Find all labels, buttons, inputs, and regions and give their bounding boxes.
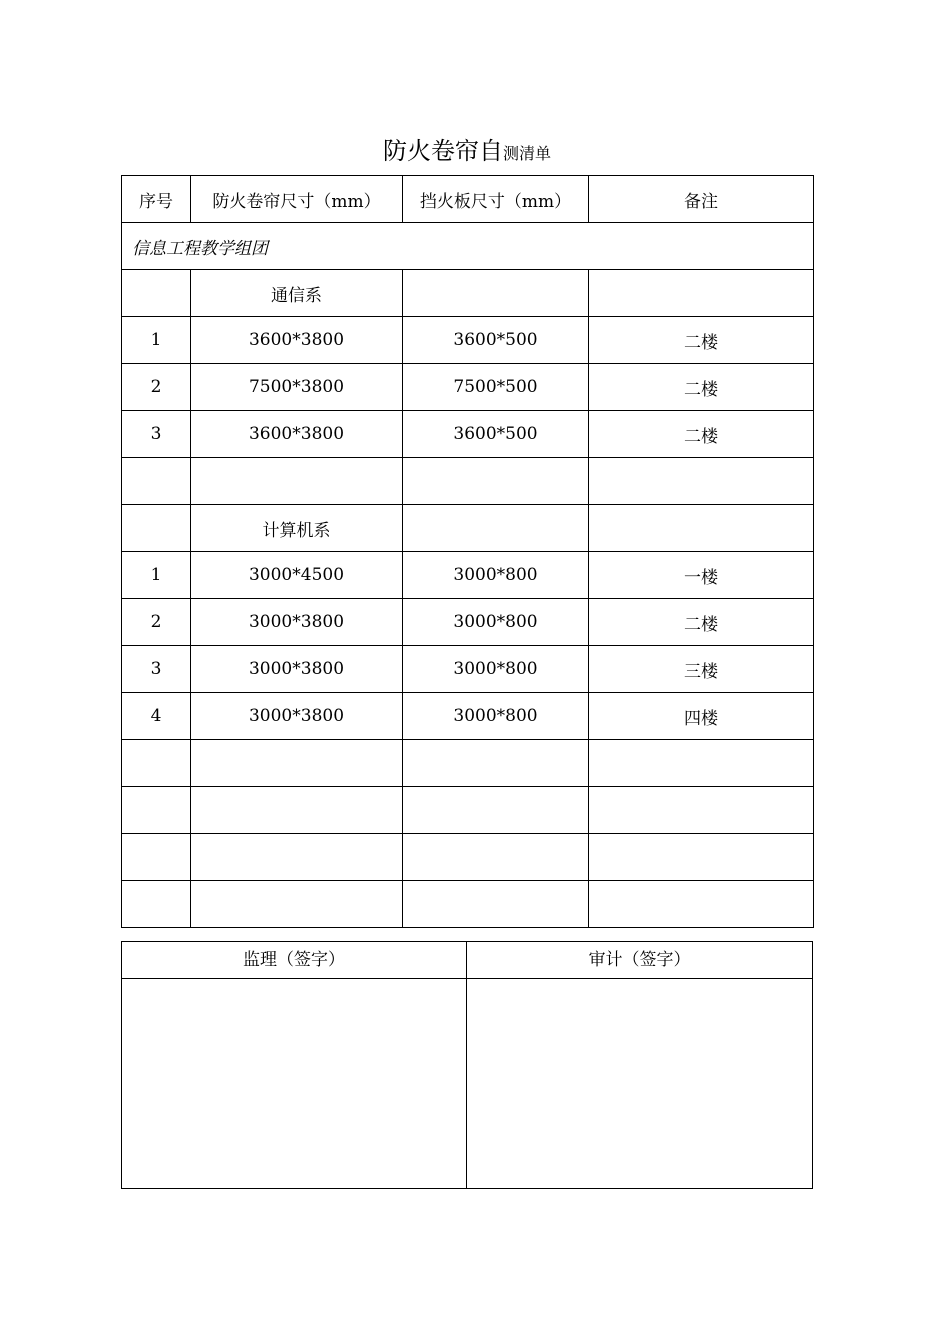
supervisor-signature-area[interactable] — [122, 979, 466, 1189]
index-cell — [122, 740, 191, 787]
baffle-size-cell: 3000*800 — [403, 693, 589, 740]
title-sub: 测清单 — [502, 144, 551, 163]
supervisor-signature-box — [122, 942, 467, 1188]
supervisor-signature-label: 监理（签字） — [122, 942, 466, 979]
index-cell — [122, 787, 191, 834]
baffle-size-cell: 3600*500 — [403, 411, 589, 458]
curtain-size-cell: 计算机系 — [191, 505, 403, 552]
index-cell — [122, 270, 191, 317]
remarks-cell — [589, 458, 814, 505]
baffle-size-cell: 3600*500 — [403, 317, 589, 364]
index-cell: 3 — [122, 411, 191, 458]
baffle-size-cell — [403, 740, 589, 787]
curtain-size-cell — [191, 458, 403, 505]
document-title — [121, 133, 813, 172]
curtain-size-cell: 7500*3800 — [191, 364, 403, 411]
table-row — [122, 364, 814, 411]
group-row — [122, 223, 814, 270]
index-cell: 2 — [122, 599, 191, 646]
table-row — [122, 787, 814, 834]
curtain-size-cell: 3000*4500 — [191, 552, 403, 599]
table-row — [122, 411, 814, 458]
table-row — [122, 317, 814, 364]
table-row — [122, 505, 814, 552]
baffle-size-cell — [403, 787, 589, 834]
curtain-size-cell — [191, 834, 403, 881]
remarks-cell: 二楼 — [589, 599, 814, 646]
baffle-size-cell — [403, 881, 589, 928]
table-row — [122, 693, 814, 740]
inspection-table — [121, 175, 814, 928]
header-cell-remarks: 备注 — [589, 176, 814, 223]
remarks-cell: 二楼 — [589, 317, 814, 364]
audit-signature-area[interactable] — [467, 979, 812, 1189]
remarks-cell: 一楼 — [589, 552, 814, 599]
baffle-size-cell: 7500*500 — [403, 364, 589, 411]
baffle-size-cell: 3000*800 — [403, 552, 589, 599]
remarks-cell: 二楼 — [589, 364, 814, 411]
table-row — [122, 646, 814, 693]
table-row — [122, 834, 814, 881]
header-cell-curtain-size: 防火卷帘尺寸（mm） — [191, 176, 403, 223]
table-row — [122, 270, 814, 317]
curtain-size-cell — [191, 787, 403, 834]
remarks-cell: 三楼 — [589, 646, 814, 693]
remarks-cell — [589, 270, 814, 317]
curtain-size-cell — [191, 740, 403, 787]
header-cell-baffle-size: 挡火板尺寸（mm） — [403, 176, 589, 223]
audit-signature-box — [467, 942, 812, 1188]
header-cell-index: 序号 — [122, 176, 191, 223]
baffle-size-cell: 3000*800 — [403, 599, 589, 646]
index-cell: 1 — [122, 317, 191, 364]
curtain-size-cell: 通信系 — [191, 270, 403, 317]
index-cell — [122, 881, 191, 928]
remarks-cell: 四楼 — [589, 693, 814, 740]
remarks-cell — [589, 505, 814, 552]
curtain-size-cell: 3000*3800 — [191, 599, 403, 646]
header-row — [122, 176, 814, 223]
remarks-cell — [589, 834, 814, 881]
index-cell: 1 — [122, 552, 191, 599]
audit-signature-label: 审计（签字） — [467, 942, 812, 979]
index-cell: 4 — [122, 693, 191, 740]
curtain-size-cell — [191, 881, 403, 928]
curtain-size-cell: 3600*3800 — [191, 411, 403, 458]
curtain-size-cell: 3600*3800 — [191, 317, 403, 364]
table-row — [122, 740, 814, 787]
index-cell — [122, 834, 191, 881]
baffle-size-cell — [403, 834, 589, 881]
baffle-size-cell — [403, 458, 589, 505]
index-cell — [122, 458, 191, 505]
index-cell: 2 — [122, 364, 191, 411]
table-row — [122, 552, 814, 599]
remarks-cell — [589, 787, 814, 834]
curtain-size-cell: 3000*3800 — [191, 646, 403, 693]
baffle-size-cell: 3000*800 — [403, 646, 589, 693]
remarks-cell: 二楼 — [589, 411, 814, 458]
signature-section — [121, 941, 813, 1189]
table-row — [122, 881, 814, 928]
baffle-size-cell — [403, 270, 589, 317]
remarks-cell — [589, 740, 814, 787]
curtain-size-cell: 3000*3800 — [191, 693, 403, 740]
group-label: 信息工程教学组团 — [122, 223, 814, 270]
table-row — [122, 599, 814, 646]
baffle-size-cell — [403, 505, 589, 552]
index-cell — [122, 505, 191, 552]
title-main: 防火卷帘自 — [382, 137, 503, 165]
remarks-cell — [589, 881, 814, 928]
table-row — [122, 458, 814, 505]
index-cell: 3 — [122, 646, 191, 693]
